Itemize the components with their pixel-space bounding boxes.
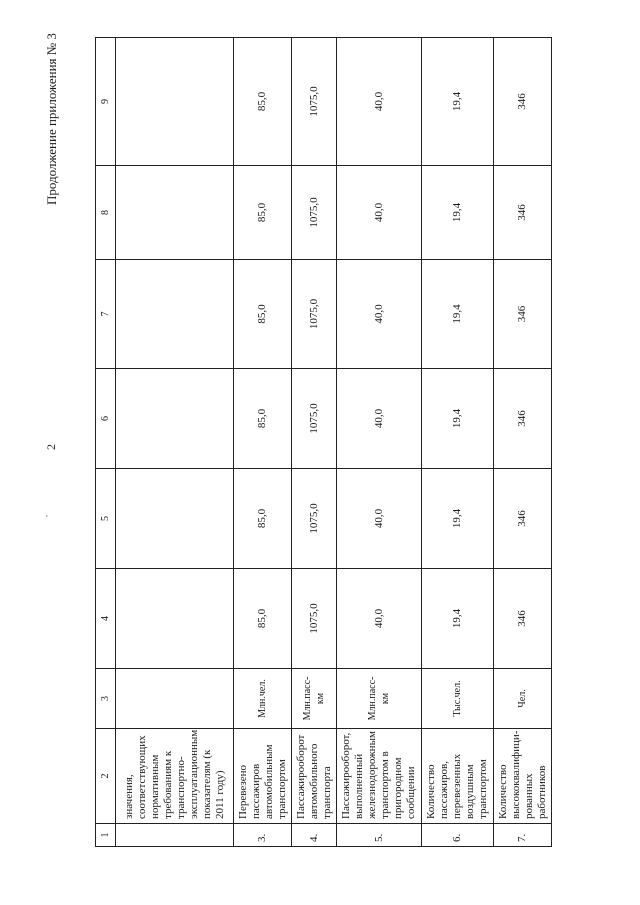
- value-cell: 40,0: [337, 569, 422, 669]
- unit-cell: Млн.пасс-км: [337, 669, 422, 729]
- page-number: 2: [44, 444, 58, 450]
- value-cell: [116, 38, 234, 166]
- value-cell: 85,0: [234, 260, 292, 369]
- value-cell: [116, 260, 234, 369]
- indicator-name: Перевезено пассажиров автомобильным транспортом: [234, 729, 292, 824]
- value-cell: 85,0: [234, 569, 292, 669]
- value-cell: 19,4: [422, 260, 494, 369]
- value-cell: 40,0: [337, 469, 422, 569]
- value-cell: 19,4: [422, 38, 494, 166]
- value-cell: [116, 569, 234, 669]
- value-cell: 19,4: [422, 569, 494, 669]
- value-cell: 1075,0: [292, 369, 337, 469]
- value-cell: 1075,0: [292, 260, 337, 369]
- row-number: 3.: [234, 824, 292, 847]
- value-cell: 1075,0: [292, 469, 337, 569]
- value-cell: 85,0: [234, 166, 292, 260]
- value-cell: 19,4: [422, 166, 494, 260]
- value-cell: 346: [494, 369, 552, 469]
- value-cell: 19,4: [422, 369, 494, 469]
- unit-cell: Тыс.чел.: [422, 669, 494, 729]
- indicator-name: Пассажирооборот автомобильного транспорта: [292, 729, 337, 824]
- value-cell: 1075,0: [292, 38, 337, 166]
- indicator-name: значения, соответствующих нормативным требованиям к транспортно-эксплуатационным показателям (к 2011 году): [116, 729, 234, 824]
- unit-cell: Млн.чел.: [234, 669, 292, 729]
- value-cell: 40,0: [337, 38, 422, 166]
- indicator-name: Количество пассажиров, перевезенных воздушным транспортом: [422, 729, 494, 824]
- row-number: 7.: [494, 824, 552, 847]
- value-cell: 19,4: [422, 469, 494, 569]
- row-number: 5.: [337, 824, 422, 847]
- row-number: 6.: [422, 824, 494, 847]
- row-number: [116, 824, 234, 847]
- appendix-continuation-note: Продолжение приложения № 3: [44, 33, 59, 205]
- row-number: 4.: [292, 824, 337, 847]
- value-cell: 346: [494, 469, 552, 569]
- value-cell: [116, 469, 234, 569]
- value-cell: 346: [494, 166, 552, 260]
- column-number: 5: [96, 469, 116, 569]
- value-cell: 40,0: [337, 369, 422, 469]
- value-cell: 85,0: [234, 38, 292, 166]
- value-cell: 346: [494, 260, 552, 369]
- indicators-table: [95, 37, 552, 847]
- table-row: [234, 38, 292, 847]
- column-number: 3: [96, 669, 116, 729]
- value-cell: [116, 369, 234, 469]
- value-cell: 40,0: [337, 166, 422, 260]
- value-cell: 346: [494, 569, 552, 669]
- table-row: [116, 38, 234, 847]
- column-number: 6: [96, 369, 116, 469]
- value-cell: 346: [494, 38, 552, 166]
- column-number: 9: [96, 38, 116, 166]
- column-number-row: [96, 38, 116, 847]
- value-cell: 40,0: [337, 260, 422, 369]
- column-number: 8: [96, 166, 116, 260]
- unit-cell: Чел.: [494, 669, 552, 729]
- column-number: 4: [96, 569, 116, 669]
- stray-mark: ,: [40, 515, 49, 517]
- value-cell: 1075,0: [292, 569, 337, 669]
- column-number: 1: [96, 824, 116, 847]
- table-row: [337, 38, 422, 847]
- column-number: 7: [96, 260, 116, 369]
- column-number: 2: [96, 729, 116, 824]
- table-row: [422, 38, 494, 847]
- value-cell: 1075,0: [292, 166, 337, 260]
- value-cell: 85,0: [234, 469, 292, 569]
- unit-cell: [116, 669, 234, 729]
- indicator-name: Пассажирооборот, выполненный железнодорожным транспортом в пригородном сообщении: [337, 729, 422, 824]
- value-cell: [116, 166, 234, 260]
- value-cell: 85,0: [234, 369, 292, 469]
- table-row: [494, 38, 552, 847]
- unit-cell: Млн.пасс-км: [292, 669, 337, 729]
- table-row: [292, 38, 337, 847]
- indicator-name: Количество высококвалифици-рованных работников: [494, 729, 552, 824]
